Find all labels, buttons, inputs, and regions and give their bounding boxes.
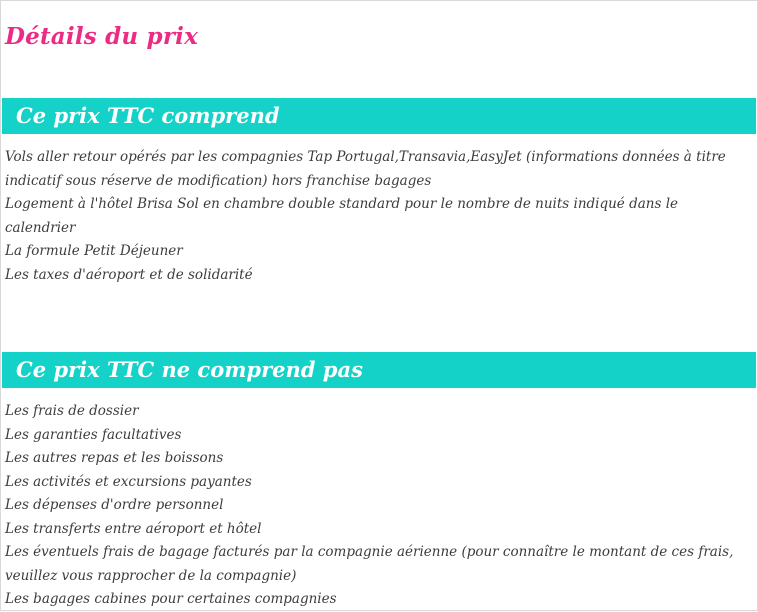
list-item: Les bagages cabines pour certaines compagnies [5,591,337,607]
section-price-includes-heading: Ce prix TTC comprend [2,98,756,134]
list-item: Les dépenses d'ordre personnel [5,497,224,513]
list-item: Les éventuels frais de bagage facturés par la compagnie aérienne (pour connaître le montant de ces frais, veuillez vous rapprocher de la compagnie) [5,544,734,584]
section-price-excludes-list [1,388,757,612]
section-price-includes-list [1,134,757,287]
list-item: La formule Petit Déjeuner [5,243,183,259]
page-title: Détails du prix [5,23,198,50]
list-item: Les taxes d'aéroport et de solidarité [5,266,253,283]
list-item: Les activités et excursions payantes [5,473,252,490]
section-price-includes [1,98,757,287]
list-item: Les autres repas et les boissons [5,450,224,466]
section-price-excludes [1,352,757,612]
list-item: Logement à l'hôtel Brisa Sol en chambre double standard pour le nombre de nuits indiqué dans le calendrier [5,196,678,236]
list-item: Les transferts entre aéroport et hôtel [5,520,262,537]
list-item: Les frais de dossier [5,403,139,419]
list-item: Les garanties facultatives [5,426,182,443]
list-item: Vols aller retour opérés par les compagnies Tap Portugal,Transavia,EasyJet (informations données à titre indicatif sous réserve de modification) hors franchise bagages [5,149,726,189]
section-price-excludes-heading: Ce prix TTC ne comprend pas [2,352,756,388]
